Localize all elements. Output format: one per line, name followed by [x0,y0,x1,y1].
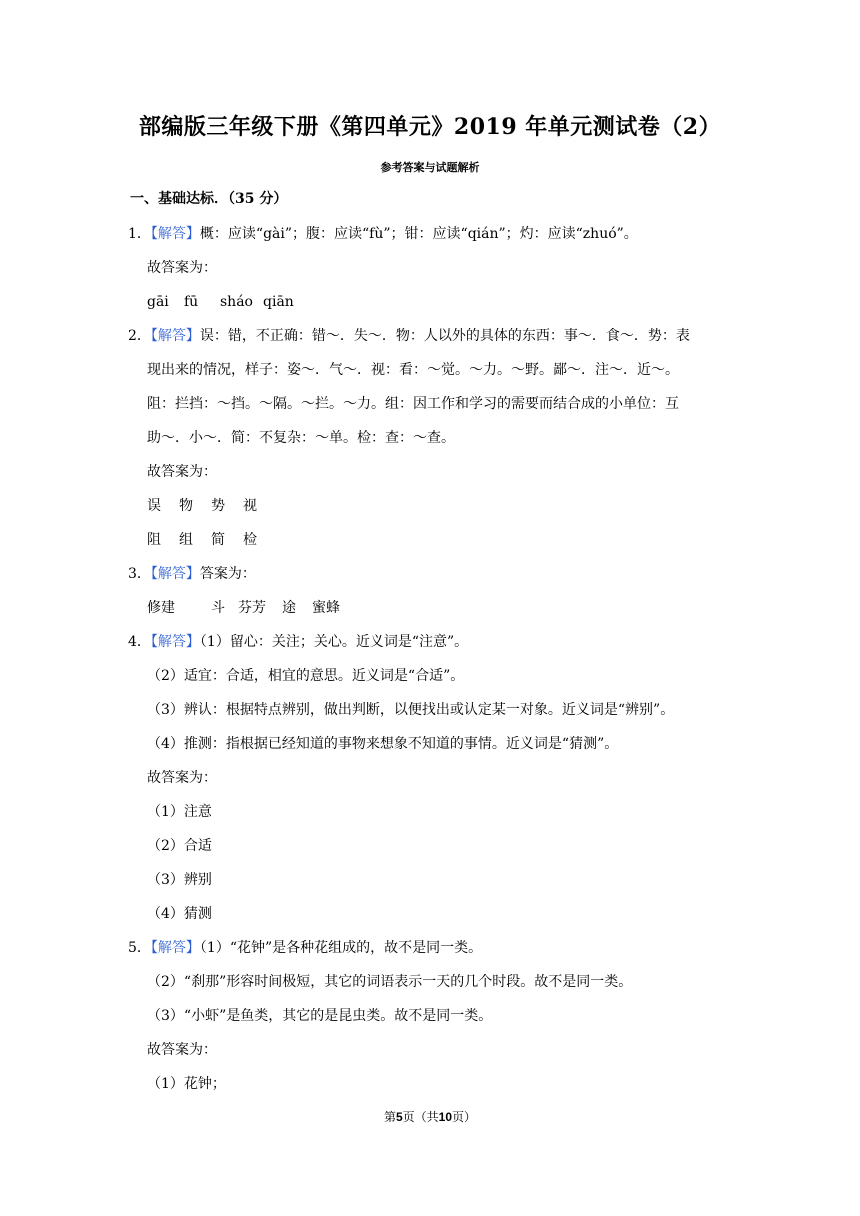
answer-item: 误 [147,498,161,514]
question-3-line [128,564,256,584]
answer-item: qiān [263,294,294,310]
question-4-item: （2）适宜：合适，相宜的意思。近义词是“合适”。 [147,668,465,684]
question-number: 3． [128,566,151,582]
answer-item: sháo [220,294,253,310]
answer-item: fū [184,294,199,310]
q1-answers [147,292,294,312]
question-4-item: （4）推测：指根据已经知道的事物来想象不知道的事情。近义词是“猜测”。 [147,736,619,752]
answer-label: 故答案为： [147,464,217,480]
question-5-line [128,938,482,958]
answer-item: （1）花钟； [147,1076,226,1092]
q3-answers [147,598,340,618]
page-total: 10 [438,1110,453,1124]
answer-item: 视 [243,498,257,514]
question-text: （1）“花钟”是各种花组成的，故不是同一类。 [199,940,483,956]
answer-item: 芬芳 [238,600,266,616]
answer-item: 势 [211,498,225,514]
answer-item: （3）辨别 [147,872,212,888]
question-2-line: 助～．小～．简：不复杂：～单。检：查：～查。 [147,430,455,446]
answer-tag: 【解答】 [150,328,200,344]
question-4-item: （3）辨认：根据特点辨别，做出判断，以便找出或认定某一对象。近义词是“辨别”。 [147,702,675,718]
question-number: 4． [128,634,151,650]
answer-tag: 【解答】 [150,634,200,650]
footer-prefix: 第 [383,1110,396,1124]
question-text: 答案为： [199,566,256,582]
page-subtitle: 参考答案与试题解析 [380,161,480,174]
question-2-line: 阻：拦挡：～挡。～隔。～拦。～力。组：因工作和学习的需要而结合成的小单位：互 [147,396,679,412]
answer-item: 途 [282,600,296,616]
question-text: 误：错，不正确：错～．失～．物：人以外的具体的东西：事～．食～．势：表 [199,328,690,344]
answer-item: 检 [243,532,257,548]
question-1-line [128,224,638,244]
question-text: （1）留心：关注；关心。近义词是“注意”。 [199,634,469,650]
answer-tag: 【解答】 [150,226,200,242]
answer-item: 斗 [211,600,225,616]
answer-label: 故答案为： [147,1042,217,1058]
answer-item: gāi [147,294,169,310]
q2-answers-row [147,496,257,516]
answer-item: 物 [179,498,193,514]
answer-label: 故答案为： [147,770,217,786]
footer-suffix: 页） [452,1110,477,1124]
answer-item: 修建 [147,600,175,616]
answer-item: （4）猜测 [147,906,212,922]
page-number: 5 [395,1110,403,1124]
answer-item: （1）注意 [147,804,212,820]
answer-item: 蜜蜂 [312,600,340,616]
question-2-line [128,326,690,346]
answer-item: 简 [211,532,225,548]
footer-middle: 页（共 [402,1110,439,1124]
question-number: 5． [128,940,151,956]
answer-item: （2）合适 [147,838,212,854]
answer-item: 组 [179,532,193,548]
question-5-item: （3）“小虾”是鱼类，其它的是昆虫类。故不是同一类。 [147,1008,493,1024]
question-number: 1． [128,226,151,242]
section-heading: 一、基础达标．（35 分） [130,191,288,207]
question-number: 2． [128,328,151,344]
question-2-line: 现出来的情况，样子：姿～．气～．视：看：～觉。～力。～野。鄙～．注～．近～。 [147,362,679,378]
answer-tag: 【解答】 [150,940,200,956]
answer-item: 阻 [147,532,161,548]
page-title: 部编版三年级下册《第四单元》2019 年单元测试卷（2） [138,114,722,140]
q2-answers-row [147,530,257,550]
question-text: 概：应读“gài”；腹：应读“fù”；钳：应读“qián”；灼：应读“zhuó”。 [199,226,638,242]
page-footer [0,1108,860,1125]
question-5-item: （2）“刹那”形容时间极短，其它的词语表示一天的几个时段。故不是同一类。 [147,974,633,990]
answer-label: 故答案为： [147,260,217,276]
answer-tag: 【解答】 [150,566,200,582]
question-4-line [128,632,468,652]
